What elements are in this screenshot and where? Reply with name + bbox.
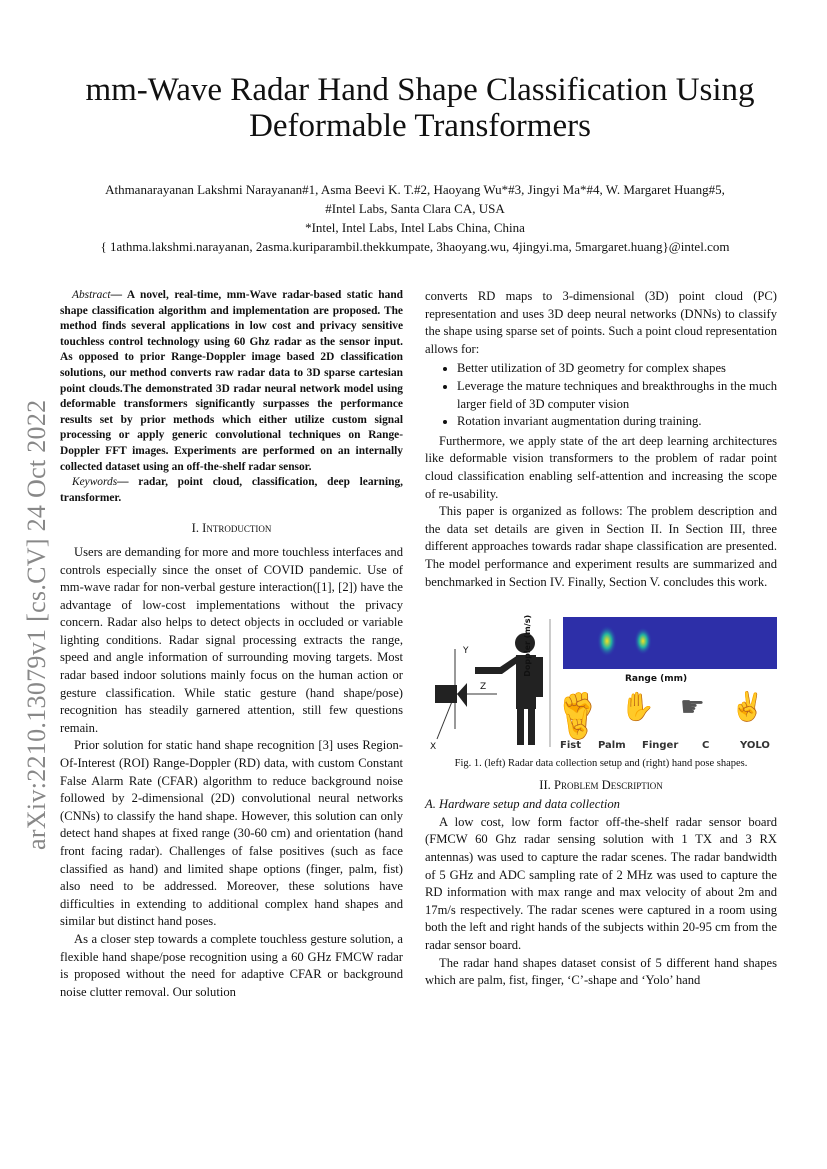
hand-label: Finger	[642, 740, 679, 752]
hand-label: Fist	[560, 740, 581, 752]
section-heading: I. Introduction	[191, 521, 272, 536]
subsection-heading: A. Hardware setup and data collection	[425, 797, 620, 812]
bullet-item: • Leverage the mature techniques and breakthroughs in the much larger field of 3D computer vision	[457, 378, 777, 413]
bullet-list	[425, 360, 777, 430]
affiliation: #Intel Labs, Santa Clara CA, USA	[325, 201, 505, 216]
arxiv-watermark: arXiv:2210.13079v1 [cs.CV] 24 Oct 2022	[22, 399, 51, 850]
paragraph: The radar hand shapes dataset consist of 5 different hand shapes which are palm, fist, finger, ‘C’-shape and ‘Yolo’ hand	[425, 955, 777, 988]
range-label: Range (mm)	[625, 674, 688, 685]
abstract	[60, 288, 403, 475]
hand-label: Palm	[598, 740, 626, 752]
abstract-text: — A novel, real-time, mm-Wave radar-based static hand shape classification algorithm and implementation are proposed. The method finds several applications in low cost and privacy sensitive touchless control technology using 60 Ghz radar as the sensor input. As opposed to prior Range-Doppler image based 2D classification solutions, our method converts raw radar data to 3D sparse cartesian point clouds.The demonstrated 3D radar neural network model using deformable transformers significantly surpasses the performance results set by prior methods which either utilize custom signal processing or apply generic convolutional techniques on Range-Doppler FFT images. Experiments are performed on an internally collected dataset using an off-the-shelf radar sensor.	[60, 289, 403, 473]
affiliation: *Intel, Intel Labs, Intel Labs China, China	[305, 220, 525, 235]
emails: { 1athma.lakshmi.narayanan, 2asma.kuriparambil.thekkumpate, 3haoyang.wu, 4jingyi.ma, 5margaret.huang}@intel.com	[100, 239, 730, 254]
paragraph: Furthermore, we apply state of the art deep learning architectures like deformable vision transformers to the problem of radar point cloud classification enabling self-attention and increasing the scope of re-usability.	[425, 433, 777, 501]
keywords	[60, 475, 403, 506]
axis-label-x: X	[430, 742, 437, 753]
paragraph: As a closer step towards a complete touchless gesture solution, a flexible hand shape/pose recognition using a 60 GHz FMCW radar is proposed without the need for adaptive CFAR or background noise clutter removal. Our solution	[60, 931, 403, 999]
paragraph: Prior solution for static hand shape recognition [3] uses Region-Of-Interest (ROI) Range-Doppler (RD) data, with custom Constant False Alarm Rate (CFAR) algorithm to reduce background noise followed by 2-dimensional (2D) convolutional neural networks (CNNs) to classify the hand shape. However, this solution can only detect hand shapes at fixed range (30-60 cm) and orientation (hand front facing radar). Challenges of false positives (such as face classified as hand) and limited shape options (finger, palm, fist) also need to be addressed. Moreover, these solutions have difficulties in extending to additional complex hand shapes and similar but distinct hand poses.	[60, 738, 403, 929]
hand-label: C	[702, 740, 710, 752]
doppler-label: Doppler (m/s)	[523, 614, 533, 677]
axis-label-z: Z	[480, 682, 487, 693]
paragraph: converts RD maps to 3-dimensional (3D) point cloud (PC) representation and uses 3D deep neural networks (DNNs) to classify the shape using sparse set of points. Such a point cloud representation allows for:	[425, 289, 777, 356]
axis-label-y: Y	[463, 646, 469, 657]
author-block	[30, 180, 800, 256]
radar-sensor-icon	[435, 685, 457, 703]
abstract-label: Abstract	[72, 289, 111, 301]
right-column	[425, 288, 777, 990]
bullet-item: • Rotation invariant augmentation during training.	[457, 413, 777, 431]
paragraph: This paper is organized as follows: The problem description and the data set details are given in Section II. In Section III, three different approaches towards radar shape classification are presented. The model performance and experiment results are summarized and benchmarked in Section IV. Finally, Section V. concludes this work.	[425, 504, 777, 589]
figure-1	[425, 599, 777, 753]
figure-caption: Fig. 1. (left) Radar data collection setup and (right) hand pose shapes.	[454, 758, 748, 770]
paragraph: Users are demanding for more and more touchless interfaces and controls especially since the onset of COVID pandemic. Use of mm-wave radar for non-verbal gesture interaction([1], [2]) have the advantage of low-cost implementations without the privacy concern. Radar also helps to detect objects in occluded or variable lighting conditions. Radar signal processing extracts the range, speed and angle information of surrounding moving targets. Most radar based indoor solutions mainly focus on the human action or gesture classification. While static gesture (hand shape/pose) recognition has steadily garnered attention, still few questions remain.	[60, 544, 403, 735]
hand-pose-icons: ✊✋☛✌🤘	[560, 692, 777, 741]
bullet-item: • Better utilization of 3D geometry for complex shapes	[457, 360, 777, 378]
keywords-label: Keywords	[72, 476, 118, 489]
range-doppler-map	[563, 617, 777, 669]
paragraph: A low cost, low form factor off-the-shelf radar sensor board (FMCW 60 Ghz radar sensing solution with 1 TX and 3 RX antennas) was used to capture the radar scenes. The radar bandwidth of 5 GHz and ADC sampling rate of 2 MHz was used to capture the RD information with max range and max velocity of about 2m and 17m/s respectively. The radar scenes were captured in a room using both the left and right hands of the subjects within 20-95 cm from the radar sensor board.	[425, 814, 777, 953]
section-heading: II. Problem Description	[539, 777, 663, 792]
paper-title: mm-Wave Radar Hand Shape Classification Using Deformable Transformers	[85, 72, 755, 144]
author-list: Athmanarayanan Lakshmi Narayanan#1, Asma Beevi K. T.#2, Haoyang Wu*#3, Jingyi Ma*#4, W. Margaret Huang#5,	[105, 182, 725, 197]
hand-label: YOLO	[740, 740, 770, 752]
keywords-text: — radar, point cloud, classification, deep learning, transformer.	[60, 476, 403, 504]
left-column	[60, 288, 403, 1001]
